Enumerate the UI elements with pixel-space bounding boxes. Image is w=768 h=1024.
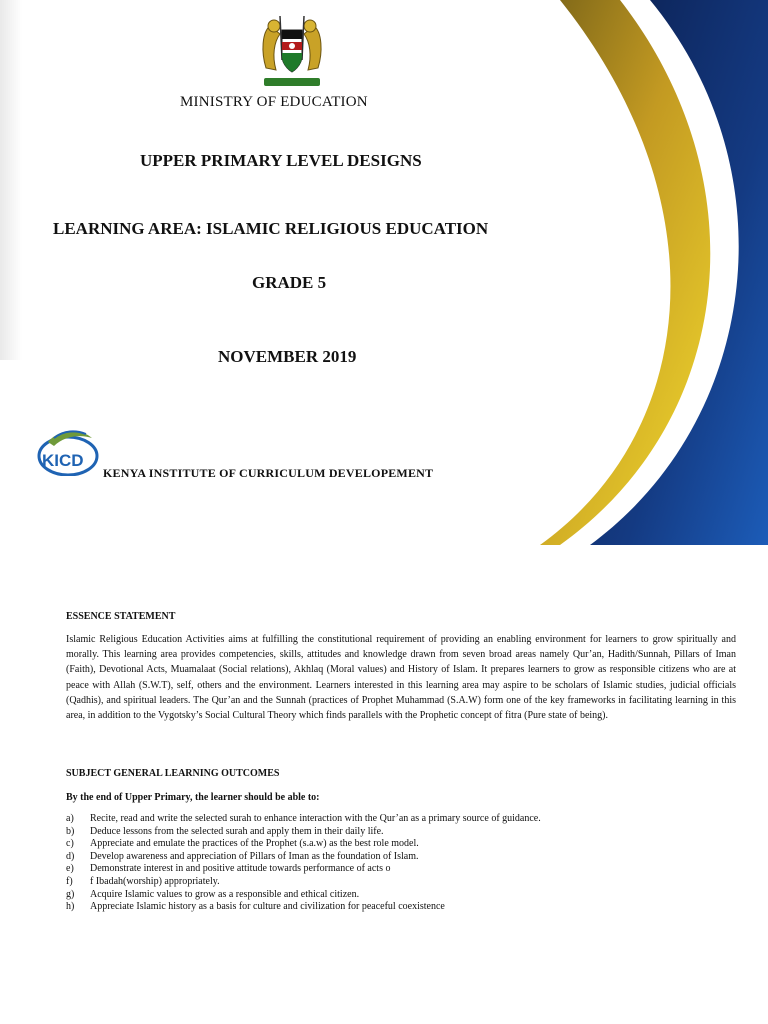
outcome-letter: f) [66,875,73,887]
essence-heading: ESSENCE STATEMENT [66,611,176,622]
outcomes-intro: By the end of Upper Primary, the learner should be able to: [66,792,320,803]
outcome-letter: g) [66,888,75,900]
outcome-letter: h) [66,901,75,913]
outcome-item [66,813,746,826]
essence-statement: Islamic Religious Education Activities aims at fulfilling the constitutional requirement of providing an enabling environment for learners to grow spiritually and morally. This learning area provides competencies, skills, attitudes and knowledge drawn from seven broad areas namely Qur’an, Hadith/Sunnah, Pillars of Iman (Faith), Devotional Acts, Muamalaat (Social relations), Akhlaq (Moral values) and History of Islam. It prepares learners to grow as responsible citizens who are at peace with Allah (S.W.T), self, others and the environment. Learners interested in this learning area may aspire to be scholars of Islamic studies, judicial officials (Qadhis), and spiritual leaders. The Qur’an and the Sunnah (practices of Prophet Muhammad (S.A.W) form one of the key frameworks in facilitating learning in this area, in addition to the Vygotsky’s Social Cultural Theory which finds parallels with the Prophetic concept of fitra (Pure state of being). [66,634,736,722]
outcome-text: Recite, read and write the selected surah to enhance interaction with the Qur’an as a primary source of guidance. [90,813,541,824]
outcome-text: f Ibadah(worship) appropriately. [90,875,220,887]
outcomes-list [66,813,746,914]
kenya-coat-of-arms-icon [252,12,332,88]
outcome-text: Appreciate and emulate the practices of the Prophet (s.a.w) as the best role model. [90,838,419,850]
outcome-item [66,851,746,864]
outcome-item [66,901,746,914]
outcomes-heading: SUBJECT GENERAL LEARNING OUTCOMES [66,768,280,779]
institute-name: KENYA INSTITUTE OF CURRICULUM DEVELOPEMENT [103,466,434,480]
outcome-item [66,876,746,889]
grade-title: GRADE 5 [252,273,327,292]
outcome-item [66,863,746,876]
outcome-letter: a) [66,813,74,824]
ministry-title: MINISTRY OF EDUCATION [180,94,368,110]
outcome-text: Demonstrate interest in and positive attitude towards performance of acts o [90,863,391,875]
outcome-text: Acquire Islamic values to grow as a responsible and ethical citizen. [90,888,360,900]
outcome-text: Appreciate Islamic history as a basis for culture and civilization for peaceful coexistence [90,901,445,913]
outcome-item [66,826,746,839]
level-title: UPPER PRIMARY LEVEL DESIGNS [140,151,422,170]
date-title: NOVEMBER 2019 [218,347,357,366]
outcome-letter: b) [66,825,75,837]
outcome-item [66,889,746,902]
outcome-letter: c) [66,838,74,850]
kicd-logo-icon [36,424,102,476]
outcome-text: Develop awareness and appreciation of Pillars of Iman as the foundation of Islam. [90,850,419,862]
outcome-item [66,838,746,851]
kicd-logo-text: KICD [42,451,84,470]
outcome-text: Deduce lessons from the selected surah and apply them in their daily life. [90,825,384,837]
outcome-letter: e) [66,863,74,875]
learning-area-title: LEARNING AREA: ISLAMIC RELIGIOUS EDUCATION [53,219,489,238]
outcome-letter: d) [66,850,75,862]
